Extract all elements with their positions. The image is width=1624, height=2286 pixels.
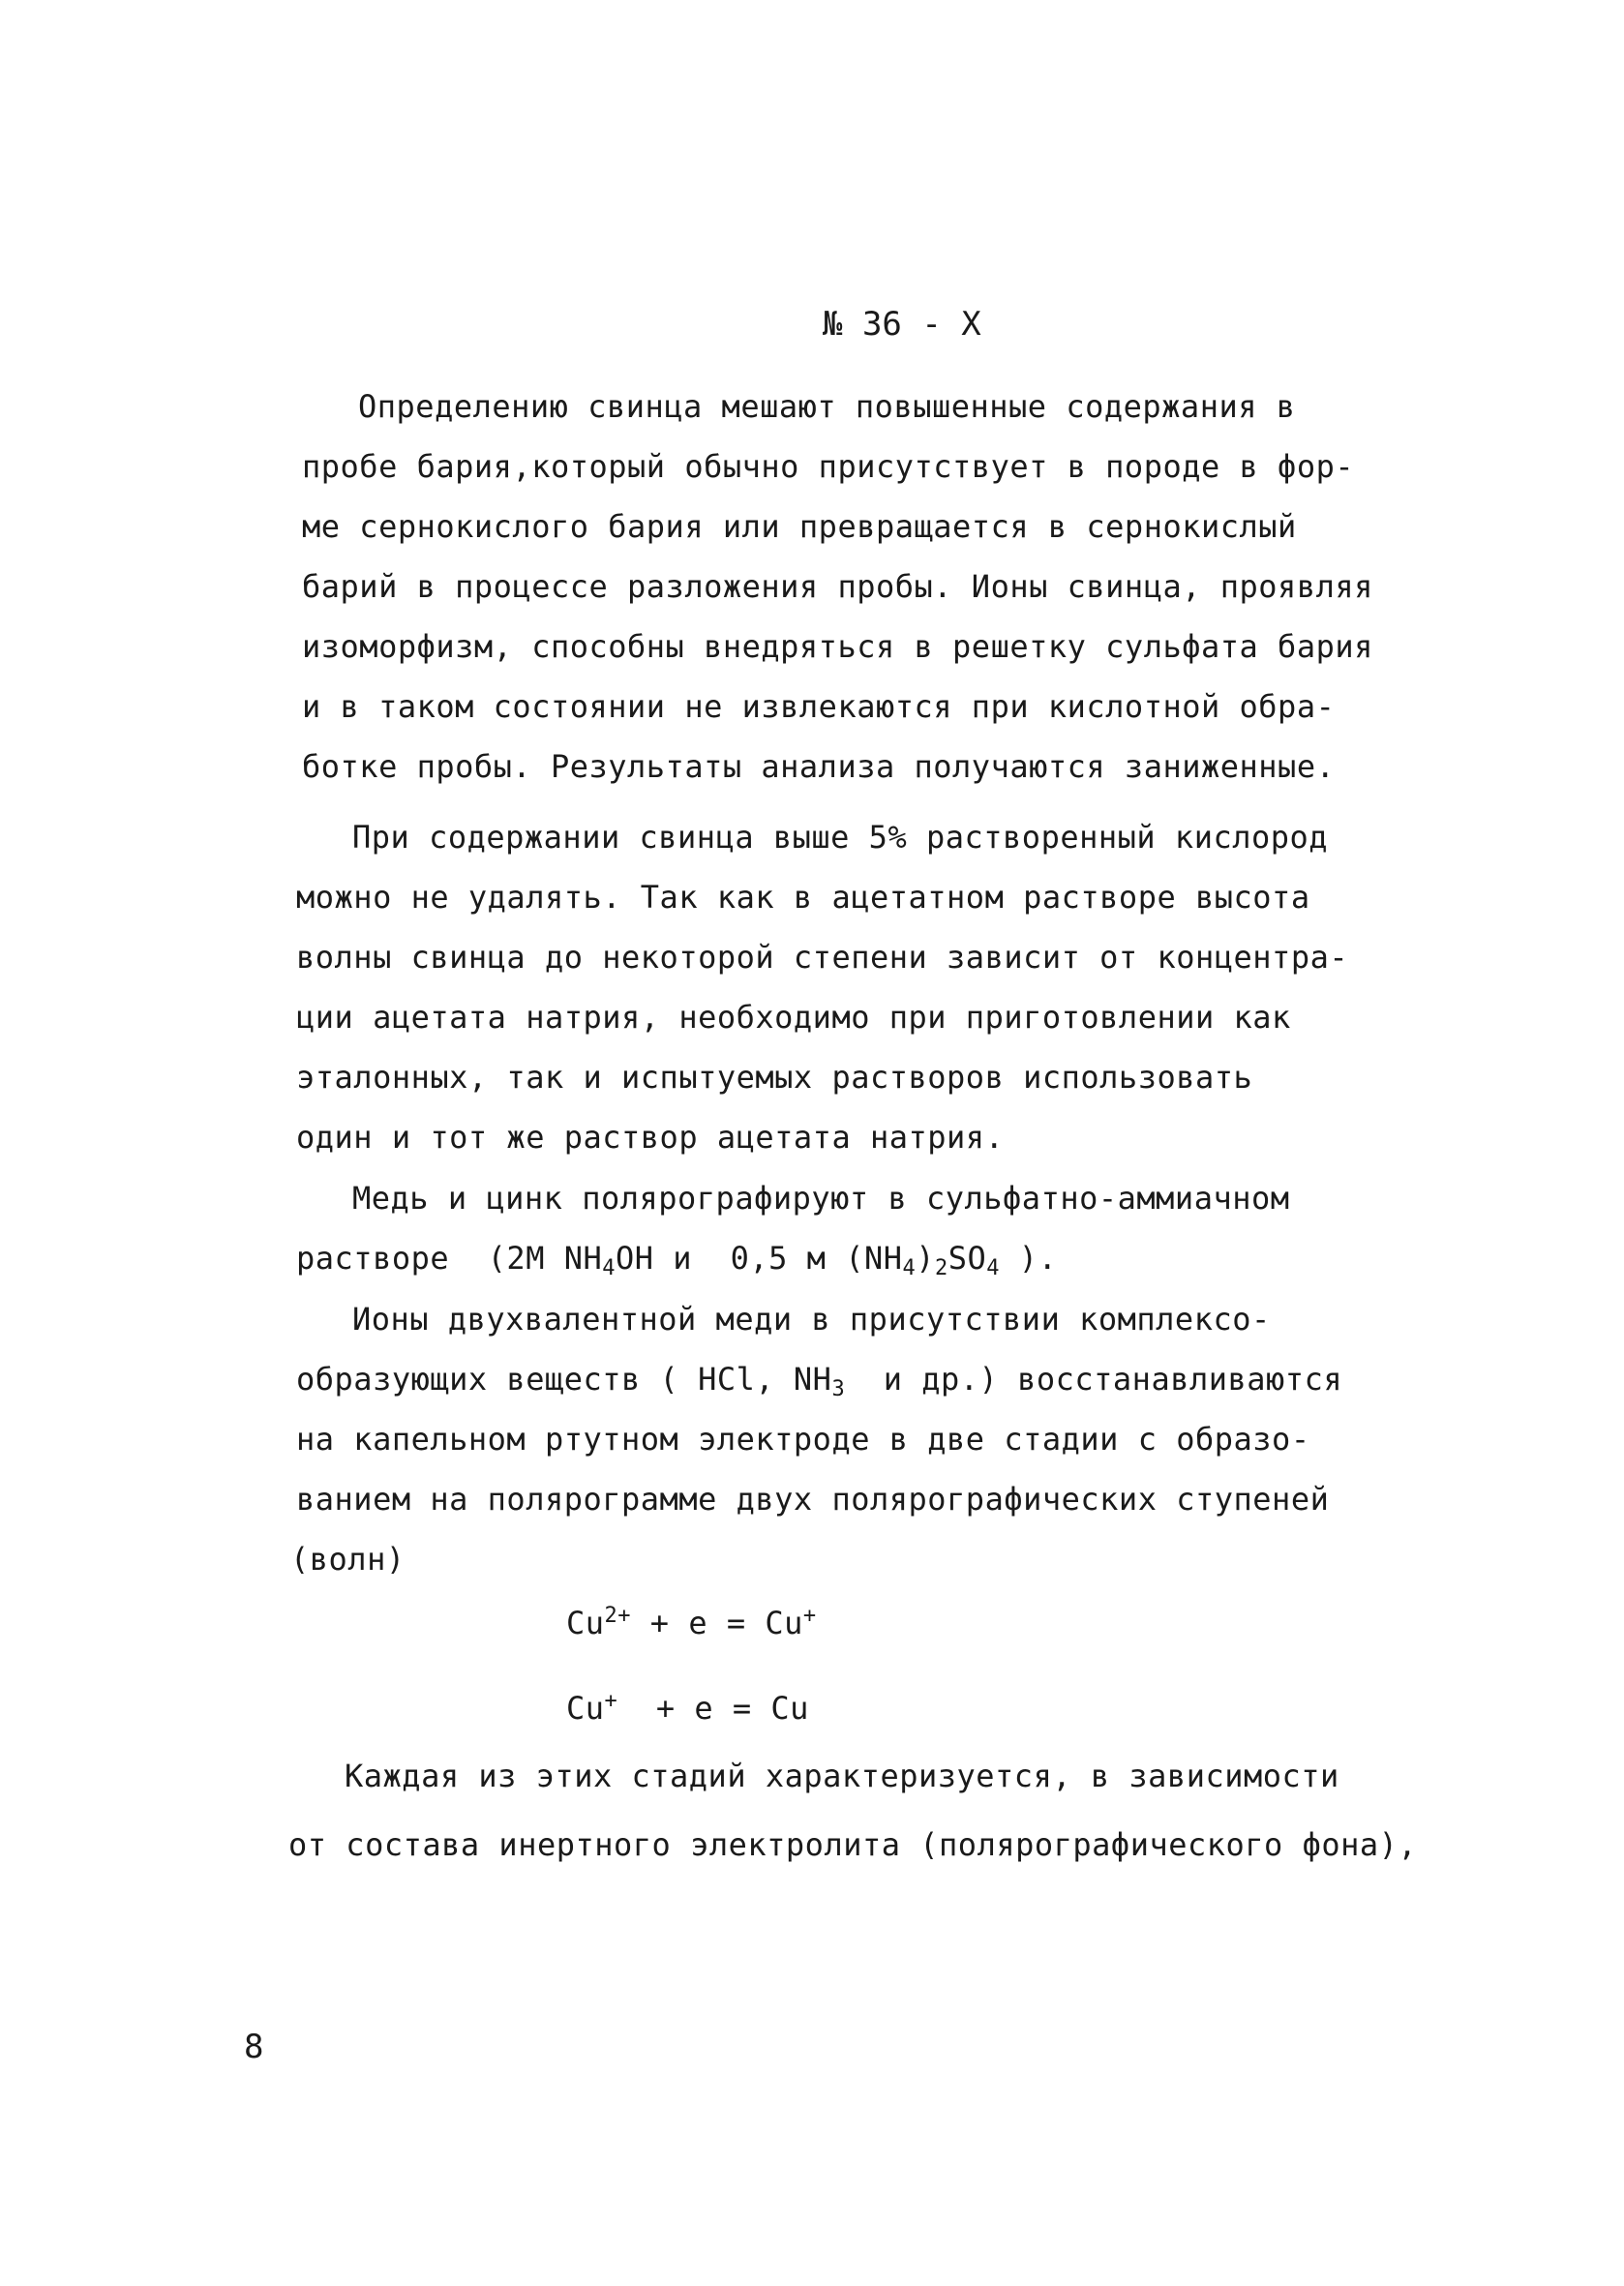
paragraph-2-line-2: можно не удалять. Так как в ацетатном растворе высота	[296, 879, 1310, 916]
paragraph-4-line-5: (волн)	[290, 1541, 406, 1578]
paragraph-3-line-2: растворе (2М $NH_4OH$ и 0,5 м $(NH_4)_2SO_4$ ).	[296, 1240, 1058, 1280]
paragraph-4-line-1: Ионы двухвалентной меди в присутствии комплексо-	[352, 1301, 1271, 1338]
paragraph-1-line-4: барий в процессе разложения пробы. Ионы свинца, проявляя	[302, 568, 1373, 605]
equation-1: $Cu^{2+} + e = Cu^+$	[566, 1604, 817, 1641]
paragraph-5-line-2: от состава инертного электролита (полярографического фона),	[288, 1826, 1418, 1863]
paragraph-2-line-6: один и тот же раствор ацетата натрия.	[296, 1119, 1005, 1156]
paragraph-4-line-3: на капельном ртутном электроде в две стадии с образо-	[296, 1421, 1310, 1458]
paragraph-1-line-6: и в таком состоянии не извлекаются при кислотной обра-	[302, 688, 1336, 725]
page-header: № 36 - X	[823, 305, 981, 344]
paragraph-1-line-7: ботке пробы. Результаты анализа получаются заниженные.	[302, 748, 1336, 785]
paragraph-1-line-3: ме сернокислого бария или превращается в сернокислый	[302, 508, 1297, 545]
paragraph-3-line-1: Медь и цинк полярографируют в сульфатно-аммиачном	[352, 1180, 1290, 1217]
paragraph-1-line-5: изоморфизм, способны внедряться в решетку сульфата бария	[302, 628, 1373, 665]
equation-2: Cu+ + e = Cu	[566, 1689, 809, 1727]
paragraph-2-line-4: ции ацетата натрия, необходимо при приготовлении как	[296, 999, 1291, 1036]
paragraph-4-line-4: ванием на полярограмме двух полярографических ступеней	[296, 1481, 1330, 1518]
paragraph-5-line-1: Каждая из этих стадий характеризуется, в зависимости	[345, 1758, 1339, 1794]
paragraph-2-line-1: При содержании свинца выше 5% растворенный кислород	[352, 819, 1329, 856]
paragraph-1-line-1: Определению свинца мешают повышенные содержания в	[358, 388, 1296, 425]
page-number: 8	[244, 2028, 264, 2066]
paragraph-1-line-2: пробе бария,который обычно присутствует в породе в фор-	[302, 448, 1355, 485]
paragraph-2-line-3: волны свинца до некоторой степени зависит от концентра-	[296, 939, 1349, 976]
paragraph-2-line-5: эталонных, так и испытуемых растворов использовать	[296, 1059, 1253, 1096]
paragraph-4-line-2: образующих веществ ( НСl, $NH_3$ и др.) восстанавливаются	[296, 1361, 1343, 1401]
